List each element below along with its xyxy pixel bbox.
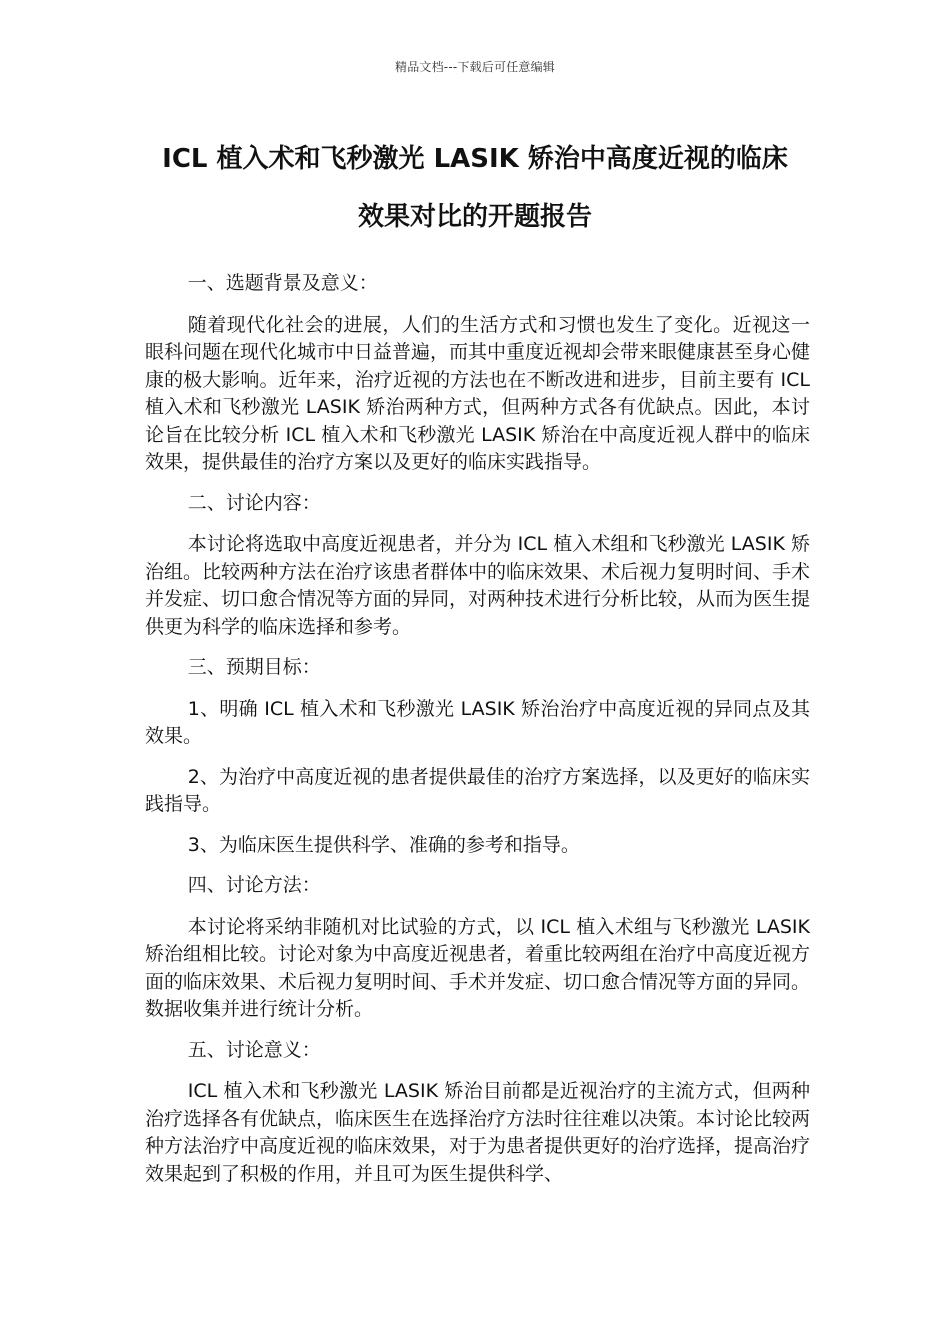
section-body-content: 本讨论将选取中高度近视患者，并分为 ICL 植入术组和飞秒激光 LASIK 矫治组。比较两种方法在治疗该患者群体中的临床效果、术后视力复明时间、手术并发症、切口愈合情况等方面的异同，对两种技术进行分析比较，从而为医生提供更为科学的临床选择和参考。 bbox=[145, 533, 811, 638]
title-line-1: ICL 植入术和飞秒激光 LASIK 矫治中高度近视的临床 bbox=[162, 144, 788, 174]
section-body-significance: ICL 植入术和飞秒激光 LASIK 矫治目前都是近视治疗的主流方式，但两种治疗选择各有优缺点，临床医生在选择治疗方法时往往难以决策。本讨论比较两种方法治疗中高度近视的临床效果，对于为患者提供更好的治疗选择，提高治疗效果起到了积极的作用，并且可为医生提供科学、 bbox=[145, 1080, 811, 1185]
document-title bbox=[110, 130, 840, 246]
section-heading-content: 二、讨论内容： bbox=[187, 491, 321, 514]
goal-item-2: 2、为治疗中高度近视的患者提供最佳的治疗方案选择，以及更好的临床实践指导。 bbox=[145, 765, 810, 815]
section-heading-methods: 四、讨论方法： bbox=[187, 874, 321, 896]
section-body-background: 随着现代化社会的进展，人们的生活方式和习惯也发生了变化。近视这一眼科问题在现代化城市中日益普遍，而其中重度近视却会带来眼健康甚至身心健康的极大影响。近年来，治疗近视的方法也在不断改进和进步，目前主要有 ICL 植入术和飞秒激光 LASIK 矫治两种方式，但两种方式各有优缺点。因此，本讨论旨在比较分析 ICL 植入术和飞秒激光 LASIK 矫治在中高度近视人群中的临床效果，提供最佳的治疗方案以及更好的临床实践指导。 bbox=[145, 313, 811, 473]
goal-item-1: 1、明确 ICL 植入术和飞秒激光 LASIK 矫治治疗中高度近视的异同点及其效果。 bbox=[145, 697, 810, 747]
document-body bbox=[145, 270, 810, 1201]
title-line-2: 效果对比的开题报告 bbox=[357, 202, 592, 232]
goal-item-3: 3、为临床医生提供科学、准确的参考和指导。 bbox=[187, 833, 580, 856]
section-heading-goals: 三、预期目标： bbox=[187, 656, 321, 678]
section-heading-significance: 五、讨论意义： bbox=[187, 1038, 321, 1061]
header-note: 精品文档---下载后可任意编辑 bbox=[395, 60, 555, 74]
section-heading-background: 一、选题背景及意义： bbox=[187, 272, 378, 294]
section-body-methods: 本讨论将采纳非随机对比试验的方式，以 ICL 植入术组与飞秒激光 LASIK 矫治组相比较。讨论对象为中高度近视患者，着重比较两组在治疗中高度近视方面的临床效果、术后视力复明时间、手术并发症、切口愈合情况等方面的异同。 数据收集并进行统计分析。 bbox=[145, 915, 811, 1020]
